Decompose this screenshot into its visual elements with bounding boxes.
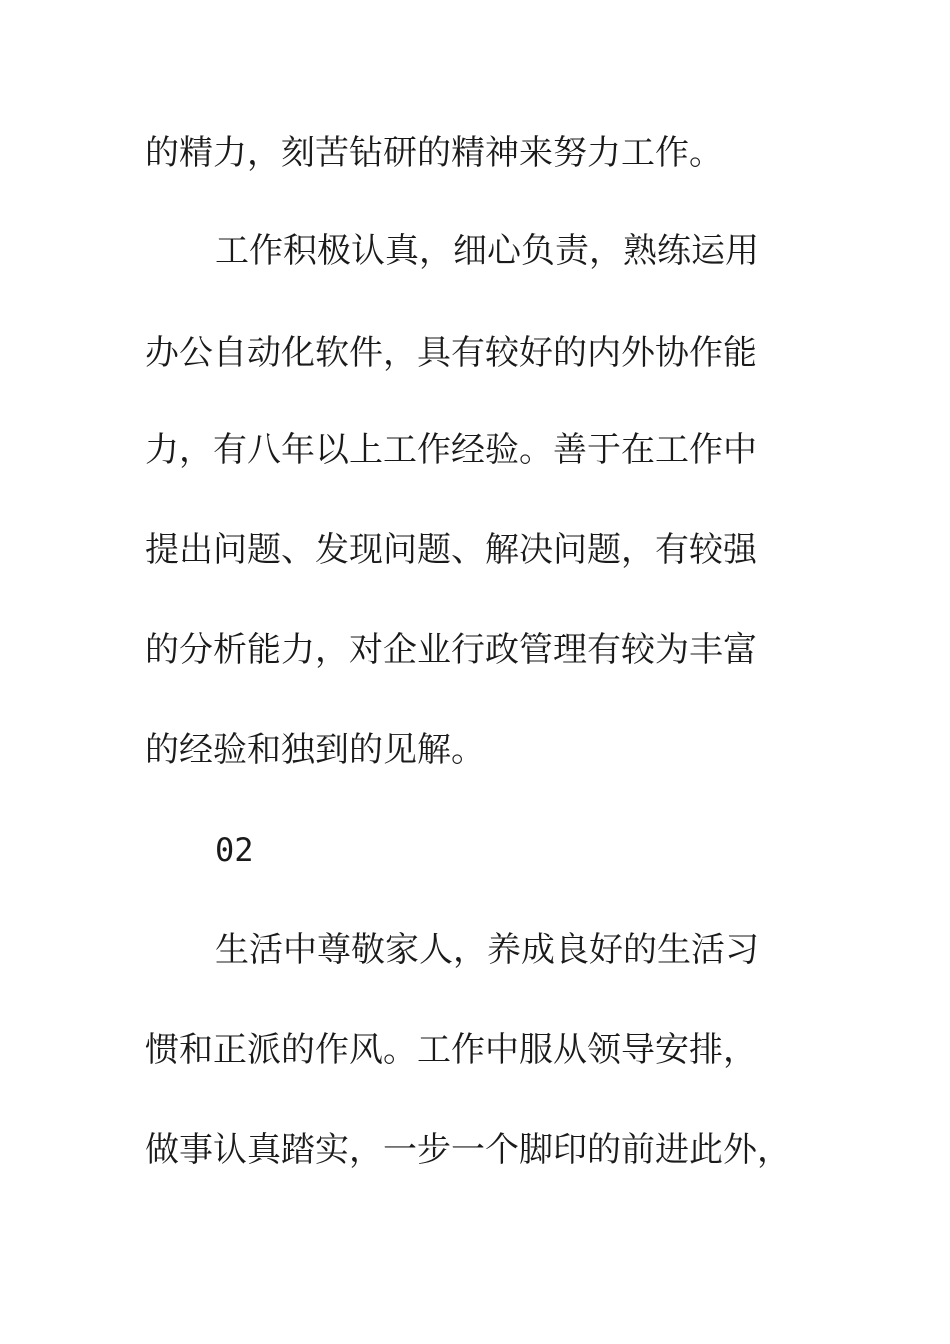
section-number: 02 [215, 831, 254, 869]
text-line: 做事认真踏实，一步一个脚印的前进此外， [145, 1130, 791, 1170]
paragraph-first-line: 生活中尊敬家人，养成良好的生活习 [215, 930, 759, 970]
paragraph-first-line: 工作积极认真，细心负责，熟练运用 [215, 231, 759, 271]
text-line: 的经验和独到的见解。 [145, 730, 485, 770]
text-line: 的分析能力，对企业行政管理有较为丰富 [145, 630, 757, 670]
text-line: 惯和正派的作风。工作中服从领导安排， [145, 1030, 757, 1070]
text-line: 提出问题、发现问题、解决问题，有较强 [145, 530, 757, 570]
text-line: 力，有八年以上工作经验。善于在工作中 [145, 430, 757, 470]
text-line: 办公自动化软件，具有较好的内外协作能 [145, 333, 757, 373]
text-line: 的精力，刻苦钻研的精神来努力工作。 [145, 133, 723, 173]
